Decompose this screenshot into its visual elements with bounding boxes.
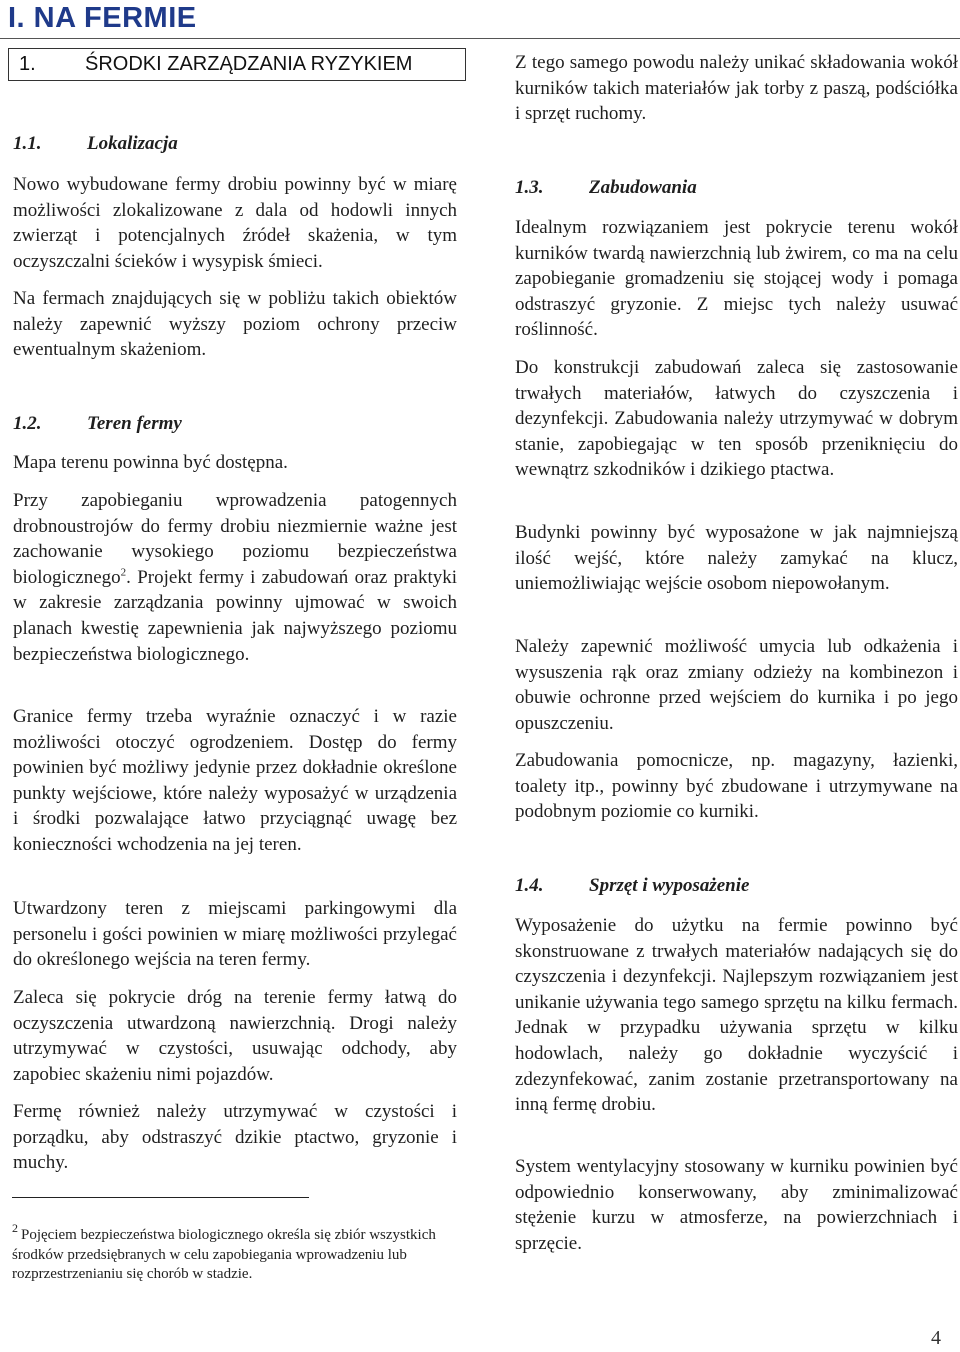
paragraph: Na fermach znajdujących się w pobliżu takich obiektów należy zapewnić wyższy poziom ochrony przeciw ewentualnym skażeniom.	[13, 288, 457, 361]
heading-1-2	[13, 413, 182, 435]
heading-number: 1.3.	[515, 177, 544, 198]
footnote-ref[interactable]: 2	[120, 566, 127, 579]
heading-1-4	[515, 875, 749, 897]
footnote-mark: 2	[12, 1221, 18, 1235]
paragraph-text: . Projekt fermy i zabudowań oraz praktyki w zakresie zarządzania powinny ujmować w swoich planach kwestię zapewnienia jak najwyższego poziomu bezpieczeństwa biologicznego.	[13, 566, 457, 665]
title-divider	[0, 38, 960, 39]
paragraph: Fermę również należy utrzymywać w czystości i porządku, aby odstraszyć dzikie ptactwo, gryzonie i muchy.	[13, 1101, 457, 1174]
section-title: ŚRODKI ZARZĄDZANIA RYZYKIEM	[85, 53, 413, 75]
heading-title: Teren fermy	[87, 413, 182, 434]
footnote-text: Pojęciem bezpieczeństwa biologicznego określa się zbiór wszystkich środków przedsiębranych w celu zapobiegania wprowadzeniu lub rozprzestrzenianiu się chorób w stadzie.	[12, 1227, 436, 1282]
paragraph: Zabudowania pomocnicze, np. magazyny, łazienki, toalety itp., powinny być zbudowane i utrzymywane na podobnym poziomie co kurniki.	[515, 750, 958, 823]
footnote-divider	[12, 1197, 309, 1198]
paragraph-text: Przy zapobieganiu wprowadzenia patogennych drobnoustrojów do fermy drobiu niezmiernie ważne jest zachowanie wysokiego poziomu bezpieczeństwa biologicznego	[13, 490, 457, 588]
paragraph	[13, 488, 457, 667]
paragraph: Należy zapewnić możliwość umycia lub odkażenia i wysuszenia rąk oraz zmiany odzieży na kombinezon i obuwie ochronne przed wejściem do kurnika i po jego opuszczeniu.	[515, 636, 958, 734]
paragraph: Wyposażenie do użytku na fermie powinno być skonstruowane z trwałych materiałów nadających się do czyszczenia i dezynfekcji. Najlepszym rozwiązaniem jest unikanie używania tego samego sprzętu na kilku fermach. Jednak w przypadku używania sprzętu w kilku hodowlach, należy go dokładnie wyczyścić i zdezynfekować, zanim zostanie przetransportowany na inną fermę drobiu.	[515, 915, 958, 1116]
heading-title: Sprzęt i wyposażenie	[589, 875, 750, 896]
paragraph: Utwardzony teren z miejscami parkingowymi dla personelu i gości powinien w miarę możliwości przylegać do określonego wejścia na teren fermy.	[13, 898, 457, 971]
paragraph: System wentylacyjny stosowany w kurniku powinien być odpowiednio konserwowany, aby zminimalizować stężenie kurzu w atmosferze, na powierzchniach i sprzęcie.	[515, 1156, 958, 1254]
page-number: 4	[931, 1327, 941, 1349]
paragraph: Mapa terenu powinna być dostępna.	[13, 452, 288, 473]
paragraph: Nowo wybudowane fermy drobiu powinny być w miarę możliwości zlokalizowane z dala od hodowli innych zwierząt i potencjalnych źródeł skażenia, w tym oczyszczalni ścieków i wysypisk śmieci.	[13, 174, 457, 272]
page-title: I. NA FERMIE	[8, 2, 197, 34]
heading-1-1	[13, 133, 178, 155]
paragraph: Granice fermy trzeba wyraźnie oznaczyć i w razie możliwości otoczyć ogrodzeniem. Dostęp do fermy powinien być możliwy jedynie przez dokładnie określone punkty wejściowe, które należy wyposażyć w urządzenia i środki pozwalające łatwo przyciągnąć uwagę bez konieczności wchodzenia na jej teren.	[13, 706, 457, 855]
paragraph: Do konstrukcji zabudowań zaleca się zastosowanie trwałych materiałów, łatwych do czyszczenia i dezynfekcji. Zabudowania należy utrzymywać w dobrym stanie, zapobiegając w ten sposób przeniknięciu do wewnątrz szkodników i dzikiego ptactwa.	[515, 357, 958, 481]
paragraph: Z tego samego powodu należy unikać składowania wokół kurników takich materiałów jak torby z paszą, podściółka i sprzęt ruchomy.	[515, 52, 958, 125]
paragraph: Zaleca się pokrycie dróg na terenie fermy łatwą do oczyszczenia utwardzoną nawierzchnią. Drogi należy utrzymywać w czystości, usuwając odchody, aby zapobiec skażeniu nimi pojazdów.	[13, 987, 457, 1085]
heading-title: Lokalizacja	[87, 133, 178, 154]
heading-number: 1.1.	[13, 133, 42, 154]
section-number: 1.	[19, 53, 36, 75]
paragraph: Budynki powinny być wyposażone w jak najmniejszą ilość wejść, które należy zamykać na klucz, uniemożliwiając wejście osobom niepowołanym.	[515, 522, 958, 595]
heading-title: Zabudowania	[589, 177, 697, 198]
paragraph: Idealnym rozwiązaniem jest pokrycie terenu wokół kurników twardą nawierzchnią lub żwirem, co ma na celu zapobieganie gromadzeniu się stojącej wody i pomaga odstraszyć gryzonie. Z miejsc tych należy usuwać roślinność.	[515, 217, 958, 341]
heading-1-3	[515, 177, 697, 199]
section-header-box	[8, 48, 466, 81]
footnote	[12, 1221, 452, 1285]
heading-number: 1.4.	[515, 875, 544, 896]
heading-number: 1.2.	[13, 413, 42, 434]
